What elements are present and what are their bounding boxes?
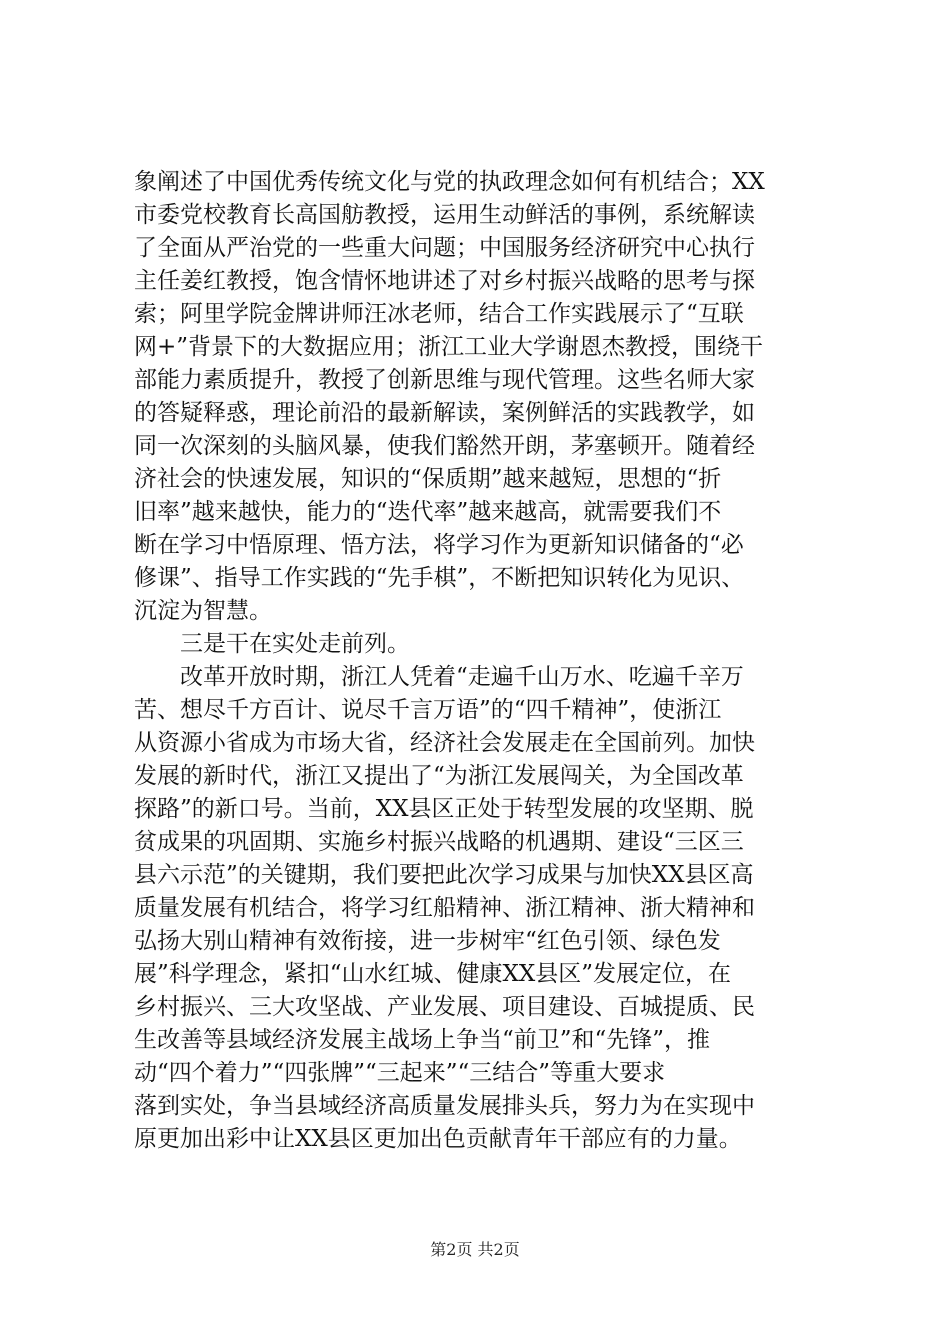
text-line: 苦、想尽千方百计、说尽千言万语”的“四千精神”，使浙江 — [134, 697, 722, 723]
text-line: 网+”背景下的大数据应用；浙江工业大学谢恩杰教授，围绕干 — [134, 334, 764, 360]
text-line: 展”科学理念，紧扣“山水红城、健康XX县区”发展定位，在 — [134, 961, 732, 987]
text-line: 县六示范”的关键期，我们要把此次学习成果与加快XX县区高 — [134, 862, 754, 888]
text-line: 生改善等县域经济发展主战场上争当“前卫”和“先锋”，推 — [134, 1027, 711, 1053]
text-line: 断在学习中悟原理、悟方法，将学习作为更新知识储备的“必 — [134, 532, 744, 558]
text-line: 市委党校教育长高国舫教授，运用生动鲜活的事例，系统解读 — [134, 202, 755, 228]
text-line: 探路”的新口号。当前，XX县区正处于转型发展的攻坚期、脱 — [134, 796, 754, 822]
text-line: 动“四个着力”“四张牌”“三起来”“三结合”等重大要求 — [134, 1060, 666, 1086]
page-footer: 第2页 共2页 — [430, 1240, 520, 1259]
text-line: 修课”、指导工作实践的“先手棋”，不断把知识转化为见识、 — [134, 565, 745, 591]
text-line: 同一次深刻的头脑风暴，使我们豁然开朗，茅塞顿开。随着经 — [134, 433, 755, 459]
text-line: 了全面从严治党的一些重大问题；中国服务经济研究中心执行 — [134, 235, 755, 261]
text-line: 象阐述了中国优秀传统文化与党的执政理念如何有机结合；XX — [134, 169, 765, 195]
text-line: 部能力素质提升，教授了创新思维与现代管理。这些名师大家 — [134, 367, 755, 393]
text-line: 主任姜红教授，饱含情怀地讲述了对乡村振兴战略的思考与探 — [134, 268, 755, 294]
text-line: 落到实处，争当县域经济高质量发展排头兵，努力为在实现中 — [134, 1093, 755, 1119]
document-body — [134, 166, 854, 1156]
text-line: 三是干在实处走前列。 — [180, 631, 410, 657]
text-line: 原更加出彩中让XX县区更加出色贡献青年干部应有的力量。 — [134, 1126, 742, 1152]
text-line: 从资源小省成为市场大省，经济社会发展走在全国前列。加快 — [134, 730, 755, 756]
text-line: 改革开放时期，浙江人凭着“走遍千山万水、吃遍千辛万 — [180, 664, 744, 690]
text-line: 发展的新时代，浙江又提出了“为浙江发展闯关，为全国改革 — [134, 763, 744, 789]
text-line: 弘扬大别山精神有效衔接，进一步树牢“红色引领、绿色发 — [134, 928, 721, 954]
text-line: 索；阿里学院金牌讲师汪冰老师，结合工作实践展示了“互联 — [134, 301, 744, 327]
text-line: 质量发展有机结合，将学习红船精神、浙江精神、浙大精神和 — [134, 895, 755, 921]
text-line: 旧率”越来越快，能力的“迭代率”越来越高，就需要我们不 — [134, 499, 722, 525]
text-line: 沉淀为智慧。 — [134, 598, 272, 624]
text-line: 济社会的快速发展，知识的“保质期”越来越短，思想的“折 — [134, 466, 722, 492]
text-line: 乡村振兴、三大攻坚战、产业发展、项目建设、百城提质、民 — [134, 994, 755, 1020]
text-line: 贫成果的巩固期、实施乡村振兴战略的机遇期、建设“三区三 — [134, 829, 744, 855]
text-line: 的答疑释惑，理论前沿的最新解读，案例鲜活的实践教学，如 — [134, 400, 755, 426]
